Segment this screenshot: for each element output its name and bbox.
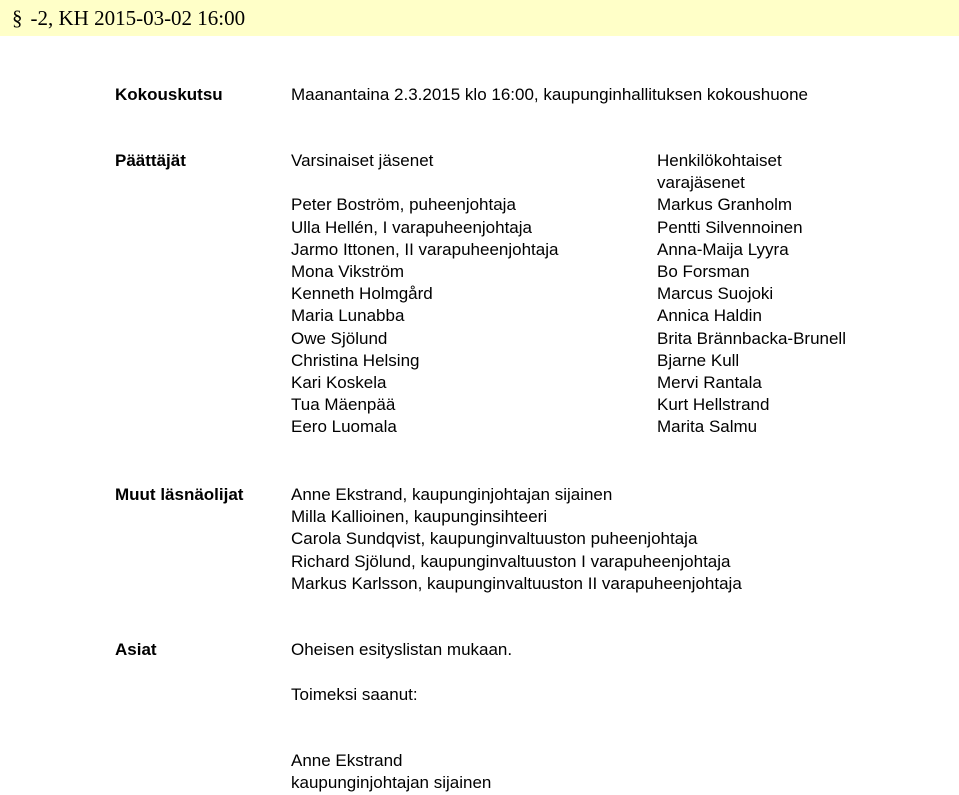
kokouskutsu-label: Kokouskutsu xyxy=(115,85,223,104)
header-bar xyxy=(0,0,959,36)
other-attendees-list xyxy=(291,484,742,595)
list-item: Annica Haldin xyxy=(657,306,762,326)
list-item: Tua Mäenpää xyxy=(291,395,396,415)
list-item: Carola Sundqvist, kaupunginvaltuuston puheenjohtaja xyxy=(291,529,698,549)
list-item: Bjarne Kull xyxy=(657,350,740,370)
list-item: Kurt Hellstrand xyxy=(657,395,770,415)
kokouskutsu-value: Maanantaina 2.3.2015 klo 16:00, kaupunginhallituksen kokoushuone xyxy=(291,85,809,104)
list-item: Anne Ekstrand, kaupunginjohtajan sijainen xyxy=(291,485,613,504)
list-item: Pentti Silvennoinen xyxy=(657,217,803,237)
list-item: Kari Koskela xyxy=(291,373,387,393)
section-symbol: § xyxy=(12,6,23,30)
list-item: Maria Lunabba xyxy=(291,306,405,326)
list-item: Ulla Hellén, I varapuheenjohtaja xyxy=(291,217,532,237)
header-title-text: -2, KH 2015-03-02 16:00 xyxy=(30,6,246,30)
list-item: Mervi Rantala xyxy=(657,373,762,393)
deputy-members-column xyxy=(657,150,846,439)
list-item: Owe Sjölund xyxy=(291,328,388,348)
asiat-value: Oheisen esityslistan mukaan. xyxy=(291,640,513,659)
list-item: Christina Helsing xyxy=(291,350,420,370)
list-item: Richard Sjölund, kaupunginvaltuuston I varapuheenjohtaja xyxy=(291,551,731,571)
regular-members-heading: Varsinaiset jäsenet xyxy=(291,151,434,170)
header-title xyxy=(12,5,245,31)
deputy-members-heading-line2: varajäsenet xyxy=(657,173,745,193)
list-item: Bo Forsman xyxy=(657,262,750,282)
commissioned-label: Toimeksi saanut: xyxy=(291,685,418,704)
asiat-label: Asiat xyxy=(115,640,157,659)
signer-title: kaupunginjohtajan sijainen xyxy=(291,773,492,793)
paattajat-label: Päättäjät xyxy=(115,151,186,170)
list-item: Eero Luomala xyxy=(291,417,397,437)
list-item: Kenneth Holmgård xyxy=(291,284,433,304)
list-item: Peter Boström, puheenjohtaja xyxy=(291,195,516,215)
list-item: Jarmo Ittonen, II varapuheenjohtaja xyxy=(291,239,559,259)
signer-name: Anne Ekstrand xyxy=(291,751,403,770)
list-item: Milla Kallioinen, kaupunginsihteeri xyxy=(291,507,548,527)
regular-members-column xyxy=(291,150,558,439)
signature-block xyxy=(291,750,491,794)
list-item: Brita Brännbacka-Brunell xyxy=(657,328,846,348)
deputy-members-heading-line1: Henkilökohtaiset xyxy=(657,151,782,170)
list-item: Markus Karlsson, kaupunginvaltuuston II varapuheenjohtaja xyxy=(291,573,742,593)
list-item: Marcus Suojoki xyxy=(657,284,774,304)
list-item: Markus Granholm xyxy=(657,195,793,215)
column-spacer xyxy=(291,172,558,194)
list-item: Anna-Maija Lyyra xyxy=(657,239,789,259)
list-item: Mona Vikström xyxy=(291,262,405,282)
list-item: Marita Salmu xyxy=(657,417,758,437)
muut-label: Muut läsnäolijat xyxy=(115,485,244,504)
